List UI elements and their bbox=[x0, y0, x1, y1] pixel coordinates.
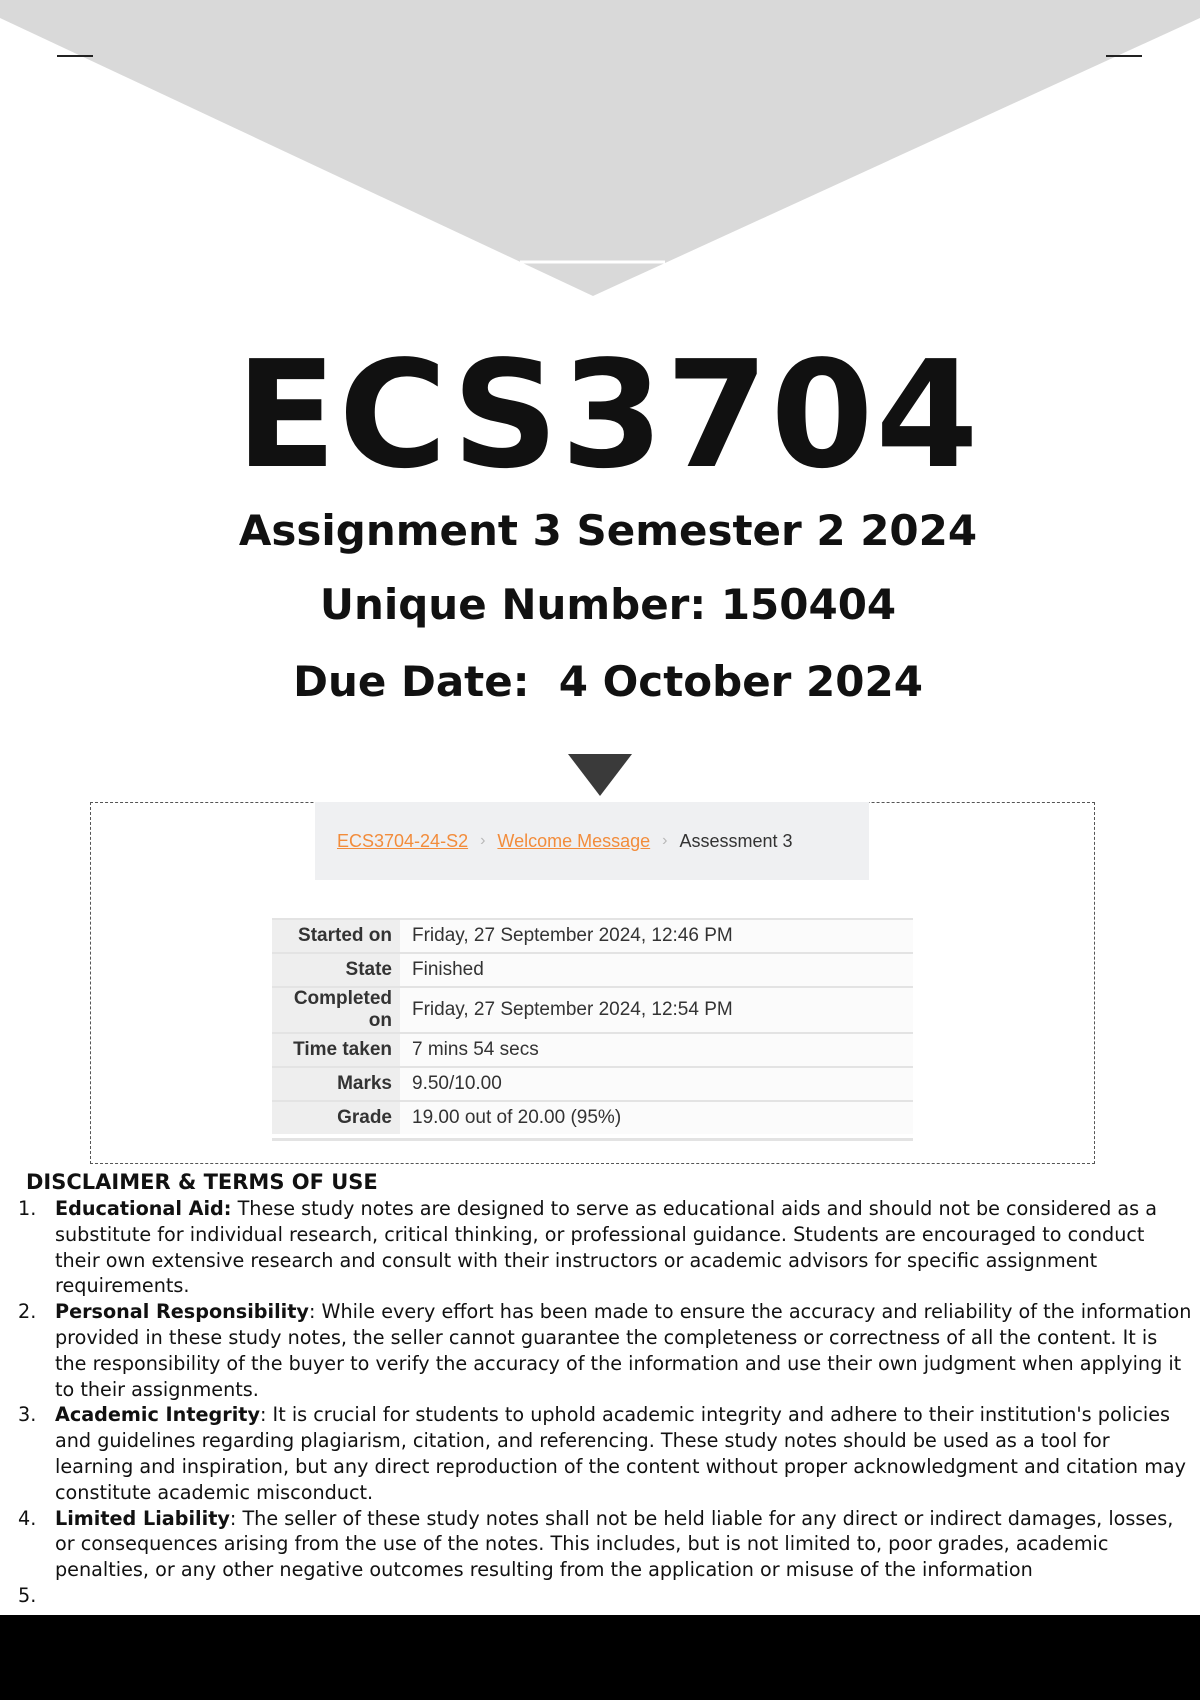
table-bottom-rule bbox=[272, 1138, 913, 1141]
list-item bbox=[14, 1299, 1194, 1402]
list-item-text: : While every effort has been made to ensure the accuracy and reliability of the information provided in these study notes, the seller cannot guarantee the completeness or correctness of all the content. It is the responsibility of the buyer to verify the accuracy of the information and use their own judgment when applying it to their assignments. bbox=[55, 1300, 1192, 1401]
unique-number-line: Unique Number: 150404 bbox=[319, 580, 897, 629]
list-item bbox=[14, 1402, 1194, 1505]
table-row bbox=[272, 919, 913, 953]
breadcrumb-separator-icon: › bbox=[662, 832, 668, 849]
list-item-text: : It is crucial for students to uphold academic integrity and adhere to their institution's policies and guidelines regarding plagiarism, citation, and referencing. These study notes should be used as a tool for learning and inspiration, but any direct reproduction of the content without proper acknowledgment and citation may constitute academic misconduct. bbox=[55, 1403, 1186, 1504]
list-item-number: 1. bbox=[18, 1197, 37, 1220]
row-value: Finished bbox=[400, 953, 913, 987]
row-label: State bbox=[272, 953, 400, 987]
assignment-line: Assignment 3 Semester 2 2024 bbox=[238, 506, 978, 555]
list-item-number: 2. bbox=[18, 1300, 37, 1324]
table-row bbox=[272, 953, 913, 987]
disclaimer-heading: DISCLAIMER & TERMS OF USE bbox=[26, 1170, 378, 1194]
chevron-banner bbox=[0, 0, 1200, 300]
breadcrumb-separator-icon: › bbox=[480, 832, 486, 849]
list-item-title: Personal Responsibility bbox=[55, 1300, 309, 1324]
list-item-text: : The seller of these study notes shall not be held liable for any direct or indirect damages, losses, or consequences arising from the use of the notes. This includes, but is not limited to, poor grades, academic penalties, or any other negative outcomes resulting from the application or misuse of the information bbox=[55, 1506, 1174, 1582]
table-row bbox=[272, 987, 913, 1033]
list-item-text: These study notes are designed to serve as educational aids and should not be considered as a substitute for individual research, critical thinking, or professional guidance. Students are encouraged to conduct their own extensive research and consult with their instructors or academic advisors for specific assignment requirements. bbox=[55, 1197, 1157, 1298]
breadcrumb-link-welcome[interactable]: Welcome Message bbox=[497, 830, 651, 851]
list-item bbox=[14, 1196, 1194, 1299]
row-label: Time taken bbox=[272, 1033, 400, 1067]
list-item-title: Educational Aid: bbox=[55, 1197, 232, 1220]
attempt-summary-table bbox=[272, 918, 913, 1134]
disclaimer-list bbox=[14, 1196, 1194, 1607]
corner-rule-left bbox=[57, 55, 93, 57]
breadcrumb-current: Assessment 3 bbox=[679, 830, 793, 851]
row-label: Grade bbox=[272, 1101, 400, 1134]
row-value: Friday, 27 September 2024, 12:46 PM bbox=[400, 919, 913, 953]
table-row bbox=[272, 1033, 913, 1067]
bottom-black-band bbox=[0, 1615, 1200, 1700]
table-row bbox=[272, 1101, 913, 1134]
row-value: 7 mins 54 secs bbox=[400, 1033, 913, 1067]
table-row bbox=[272, 1067, 913, 1101]
row-value: 9.50/10.00 bbox=[400, 1067, 913, 1101]
row-label: Completed on bbox=[272, 987, 400, 1033]
list-item-number: 4. bbox=[18, 1506, 37, 1530]
down-triangle-icon bbox=[568, 754, 632, 796]
due-date-line: Due Date: 4 October 2024 bbox=[293, 657, 923, 706]
list-item-number: 5. bbox=[18, 1583, 37, 1607]
list-item-number: 3. bbox=[18, 1403, 37, 1427]
breadcrumb-link-course[interactable]: ECS3704-24-S2 bbox=[337, 830, 469, 851]
row-value: 19.00 out of 20.00 (95%) bbox=[400, 1101, 913, 1134]
row-label: Marks bbox=[272, 1067, 400, 1101]
breadcrumb bbox=[315, 802, 869, 880]
list-item-title: Limited Liability bbox=[55, 1506, 230, 1530]
row-value: Friday, 27 September 2024, 12:54 PM bbox=[400, 987, 913, 1033]
course-code: ECS3704 bbox=[235, 329, 981, 501]
row-label: Started on bbox=[272, 919, 400, 953]
corner-rule-right bbox=[1106, 55, 1142, 57]
list-item bbox=[14, 1506, 1194, 1583]
list-item-title: Academic Integrity bbox=[55, 1403, 260, 1427]
